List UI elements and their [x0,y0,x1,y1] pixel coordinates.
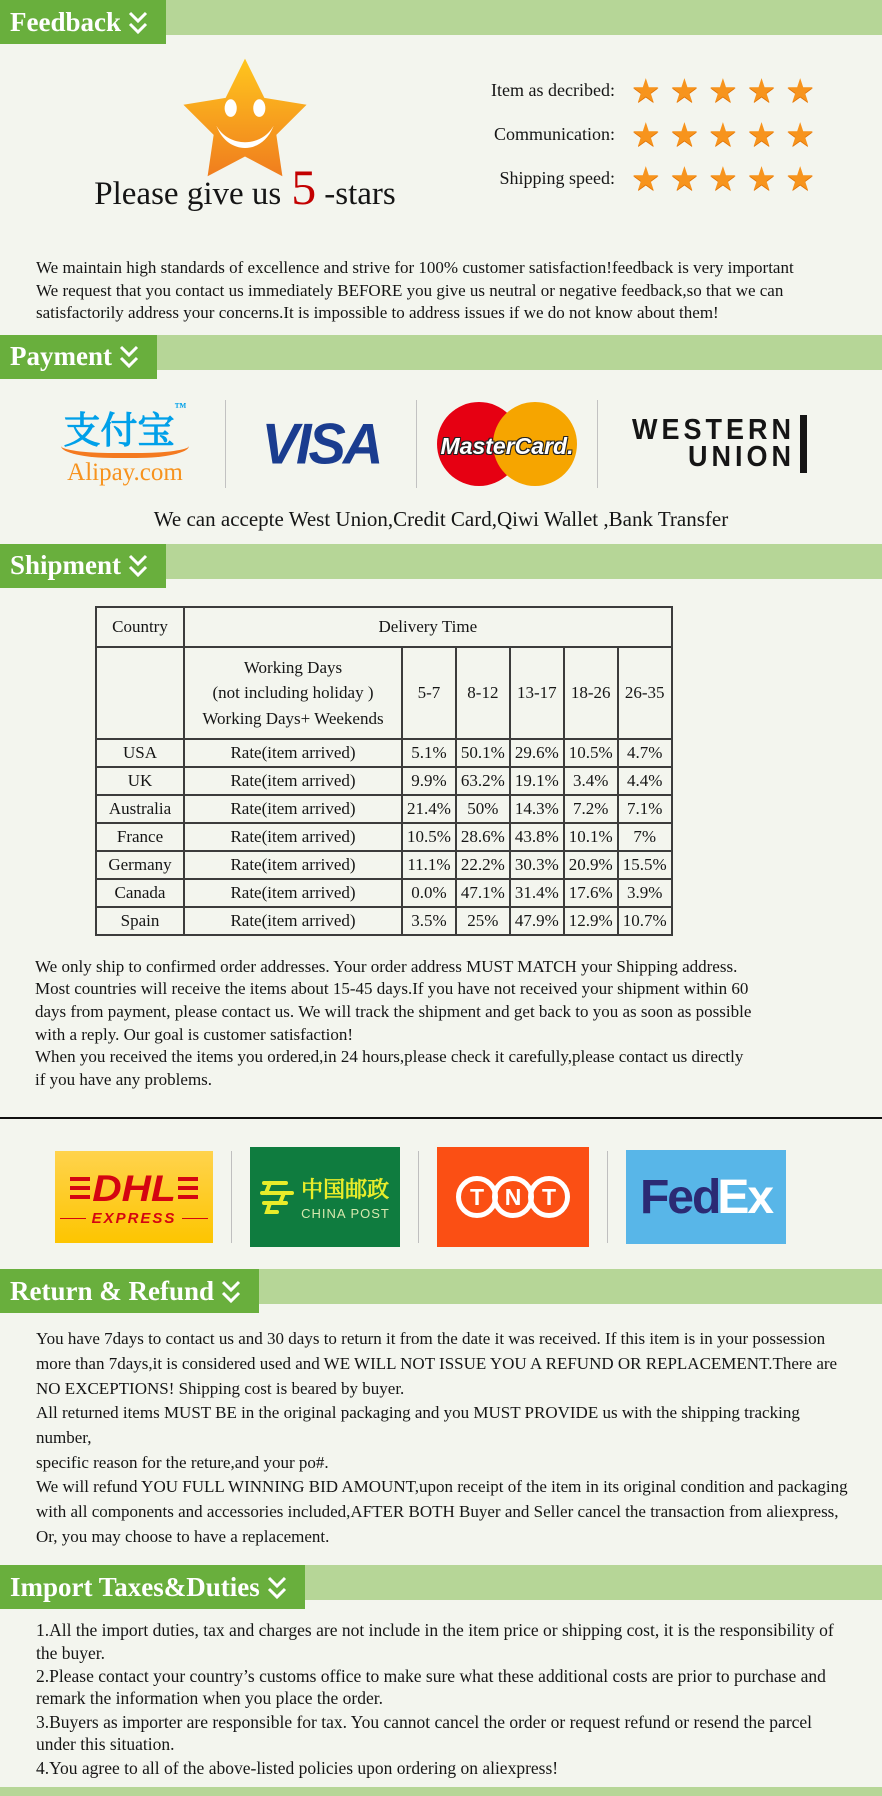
double-chevron-down-icon [117,344,141,372]
dhl-wordmark: DHL [92,1167,176,1209]
dhl-line [182,1218,208,1219]
double-chevron-down-icon [126,553,150,581]
shipment-banner [0,544,882,588]
shipment-banner-label: Shipment [10,550,122,581]
import-taxes-banner-label: Import Taxes&Duties [10,1571,260,1602]
country-cell: Germany [96,851,184,879]
import-taxes-section [0,1549,882,1796]
range-cell: 5-7 [402,647,456,739]
divider [416,400,417,488]
rate-label-cell: Rate(item arrived) [184,767,402,795]
rate-cell: 11.1% [402,851,456,879]
divider [231,1151,232,1243]
country-cell: UK [96,767,184,795]
double-chevron-down-icon [126,10,150,38]
carrier-logos-row [0,1141,882,1253]
footer-strip [0,1787,882,1796]
visa-logo: VISA [261,411,381,476]
rate-cell: 12.9% [564,907,618,935]
rate-cell: 31.4% [510,879,564,907]
rate-cell: 17.6% [564,879,618,907]
note-line: satisfactorily address your concerns.It is impossible to address issues if we do not know about them! [36,303,719,323]
china-post-emblem-icon [260,1175,294,1219]
return-refund-banner-box [0,1269,259,1313]
country-cell: Spain [96,907,184,935]
note-line: NO EXCEPTIONS! Shipping cost is beared by buyer. [36,1378,405,1398]
rate-cell: 4.7% [618,739,672,767]
mastercard-logo [437,400,577,488]
note-line: We only ship to confirmed order addresses. Your order address MUST MATCH your Shipping address. [35,956,738,976]
rate-cell: 3.4% [564,767,618,795]
rate-label-cell: Rate(item arrived) [184,739,402,767]
return-refund-banner [0,1269,882,1313]
payment-banner-box [0,335,157,379]
china-post-english-text: CHINA POST [301,1206,390,1222]
note-line: You have 7days to contact us and 30 days to return it from the date it was received. If this item is in your possession [36,1329,826,1349]
table-row [96,851,672,879]
shipping-notes [0,936,882,1092]
accepted-methods-line: We can accepte West Union,Credit Card,Qiwi Wallet ,Bank Transfer [153,506,729,531]
note-line: Or, you may choose to have a replacement. [36,1526,330,1546]
range-cell: 18-26 [564,647,618,739]
dhl-express-text: EXPRESS [91,1209,177,1227]
divider [418,1151,419,1243]
table-row [96,795,672,823]
table-subheader-row [96,647,672,739]
rate-cell: 3.9% [618,879,672,907]
range-cell: 13-17 [510,647,564,739]
rate-cell: 29.6% [510,739,564,767]
rate-cell: 10.7% [618,907,672,935]
return-refund-notes [0,1313,882,1549]
tnt-letter-circle: T [528,1176,570,1218]
fedex-ex-text: Ex [717,1170,773,1224]
import-tax-item: 3.Buyers as importer are responsible for tax. You cannot cancel the order or request refund or resend the parcel under this situation. [36,1711,813,1755]
col-header-delivery-time: Delivery Time [184,607,672,647]
alipay-logo [45,400,205,487]
rate-cell: 10.5% [564,739,618,767]
note-line: if you have any problems. [35,1069,213,1089]
note-line: When you received the items you ordered,in 24 hours,please check it carefully,please contact us directly [35,1047,744,1067]
import-taxes-notes [0,1609,882,1779]
rate-cell: 50.1% [456,739,510,767]
rating-row-shipping-speed [450,159,824,198]
rate-cell: 20.9% [564,851,618,879]
double-chevron-down-icon [219,1279,243,1307]
feedback-section [0,0,882,325]
divider [225,400,226,488]
note-line: with a reply. Our goal is customer satisfaction! [35,1024,354,1044]
rate-cell: 7% [618,823,672,851]
caption-prefix: Please give us [94,176,282,212]
rate-cell: 25% [456,907,510,935]
mastercard-label: MasterCard. [440,432,574,459]
dhl-logo [55,1151,213,1243]
range-cell: 8-12 [456,647,510,739]
import-taxes-banner-box [0,1565,305,1609]
dhl-stripes [70,1177,90,1201]
table-header-row [96,607,672,647]
rate-label-cell: Rate(item arrived) [184,795,402,823]
double-chevron-down-icon [265,1575,289,1603]
five-stars-caption [40,159,450,215]
delivery-time-table [95,606,673,936]
rate-cell: 21.4% [402,795,456,823]
country-cell: USA [96,739,184,767]
range-cell: 26-35 [618,647,672,739]
return-refund-section [0,1253,882,1549]
alipay-site-text: Alipay.com [67,459,183,487]
rate-label-cell: Rate(item arrived) [184,851,402,879]
rate-cell: 3.5% [402,907,456,935]
table-row [96,767,672,795]
payment-logos-row [0,379,882,501]
payment-banner [0,335,882,379]
rate-cell: 30.3% [510,851,564,879]
rate-cell: 63.2% [456,767,510,795]
note-line: Most countries will receive the items about 15-45 days.If you have not received your shipment within 60 [35,979,749,999]
rate-cell: 7.2% [564,795,618,823]
rate-cell: 10.1% [564,823,618,851]
rate-cell: 9.9% [402,767,456,795]
rating-row-item-as-described [450,71,824,110]
import-tax-item: 1.All the import duties, tax and charges are not include in the item price or shipping cost, it is the responsibility of the buyer. [36,1620,834,1663]
tnt-letter-circle: T [456,1176,498,1218]
feedback-banner-box [0,0,166,44]
return-refund-banner-label: Return & Refund [10,1275,215,1306]
feedback-note [0,249,882,325]
note-line: specific reason for the reture,and your po#. [36,1452,329,1472]
dhl-stripes [178,1177,198,1201]
china-post-logo [250,1147,400,1247]
rate-cell: 7.1% [618,795,672,823]
rate-cell: 43.8% [510,823,564,851]
tnt-letter-circle: N [492,1176,534,1218]
feedback-banner-label: Feedback [10,6,121,37]
rating-rows [450,71,824,249]
import-taxes-banner [0,1565,882,1609]
western-union-bar [800,415,807,473]
shipment-banner-box [0,544,166,588]
note-line: more than 7days,it is considered used and WE WILL NOT ISSUE YOU A REFUND OR REPLACEMENT.There are [36,1354,838,1374]
import-tax-item: 4.You agree to all of the above-listed policies upon ordering on aliexpress! [36,1757,559,1778]
western-union-line2: UNION [688,441,795,474]
table-row [96,879,672,907]
shipment-section [0,544,882,1254]
feedback-banner [0,0,882,44]
horizontal-rule [0,1117,882,1119]
country-cell: Australia [96,795,184,823]
fedex-logo [626,1150,786,1244]
note-line: We request that you contact us immediately BEFORE you give us neutral or negative feedback,so that we can [36,280,784,300]
table-row [96,739,672,767]
rate-cell: 14.3% [510,795,564,823]
rating-row-communication [450,115,824,154]
import-tax-item: 2.Please contact your country’s customs office to make sure what these additional costs are prior to purchase and remark the information when you place the order. [36,1666,826,1709]
western-union-line1: WESTERN [632,413,795,446]
rating-label: Communication: [494,124,615,144]
five-star-icons: ★★★★★ [631,115,824,154]
rating-label: Shipping speed: [499,168,615,188]
rate-cell: 19.1% [510,767,564,795]
fedex-fed-text: Fed [639,1170,720,1224]
country-cell: Canada [96,879,184,907]
col-header-country: Country [96,607,184,647]
five-star-icons: ★★★★★ [631,159,824,198]
note-line: We maintain high standards of excellence and strive for 100% customer satisfaction!feedback is very important [36,258,794,277]
rating-label: Item as decribed: [491,80,615,100]
rate-label-cell: Rate(item arrived) [184,907,402,935]
rate-label-cell: Rate(item arrived) [184,879,402,907]
note-line: with all components and accessories included,AFTER BOTH Buyer and Seller cancel the transaction from aliexpress, [36,1501,839,1521]
payment-section [0,335,882,544]
note-line: We will refund YOU FULL WINNING BID AMOUNT,upon receipt of the item in its original condition and packaging [36,1477,848,1497]
alipay-chinese-text: 支付宝™ [63,400,187,453]
country-cell: France [96,823,184,851]
rate-label-cell: Rate(item arrived) [184,823,402,851]
rate-cell: 10.5% [402,823,456,851]
dhl-line [60,1218,86,1219]
rate-cell: 50% [456,795,510,823]
rate-cell: 15.5% [618,851,672,879]
divider [607,1151,608,1243]
note-line: All returned items MUST BE in the original packaging and you MUST PROVIDE us with the shipping tracking number, [36,1403,800,1448]
rate-cell: 47.1% [456,879,510,907]
empty-cell [96,647,184,739]
western-union-logo [632,415,807,473]
feedback-body [0,44,882,249]
table-row [96,907,672,935]
payment-banner-label: Payment [10,341,112,372]
five-star-icons: ★★★★★ [631,71,824,110]
rate-cell: 47.9% [510,907,564,935]
note-line: days from payment, please contact us. We will track the shipment and get back to you as soon as possible [35,1002,752,1022]
caption-suffix: -stars [324,176,396,212]
working-days-description: Working Days (not including holiday ) Working Days+ Weekends [184,647,402,739]
china-post-chinese-text: 中国邮政 [301,1177,390,1203]
rate-cell: 5.1% [402,739,456,767]
rate-cell: 28.6% [456,823,510,851]
rate-cell: 22.2% [456,851,510,879]
tnt-logo [437,1147,589,1247]
caption-number-5: 5 [291,159,317,215]
rate-cell: 4.4% [618,767,672,795]
rate-cell: 0.0% [402,879,456,907]
divider [597,400,598,488]
feedback-star-block [40,46,450,249]
table-row [96,823,672,851]
